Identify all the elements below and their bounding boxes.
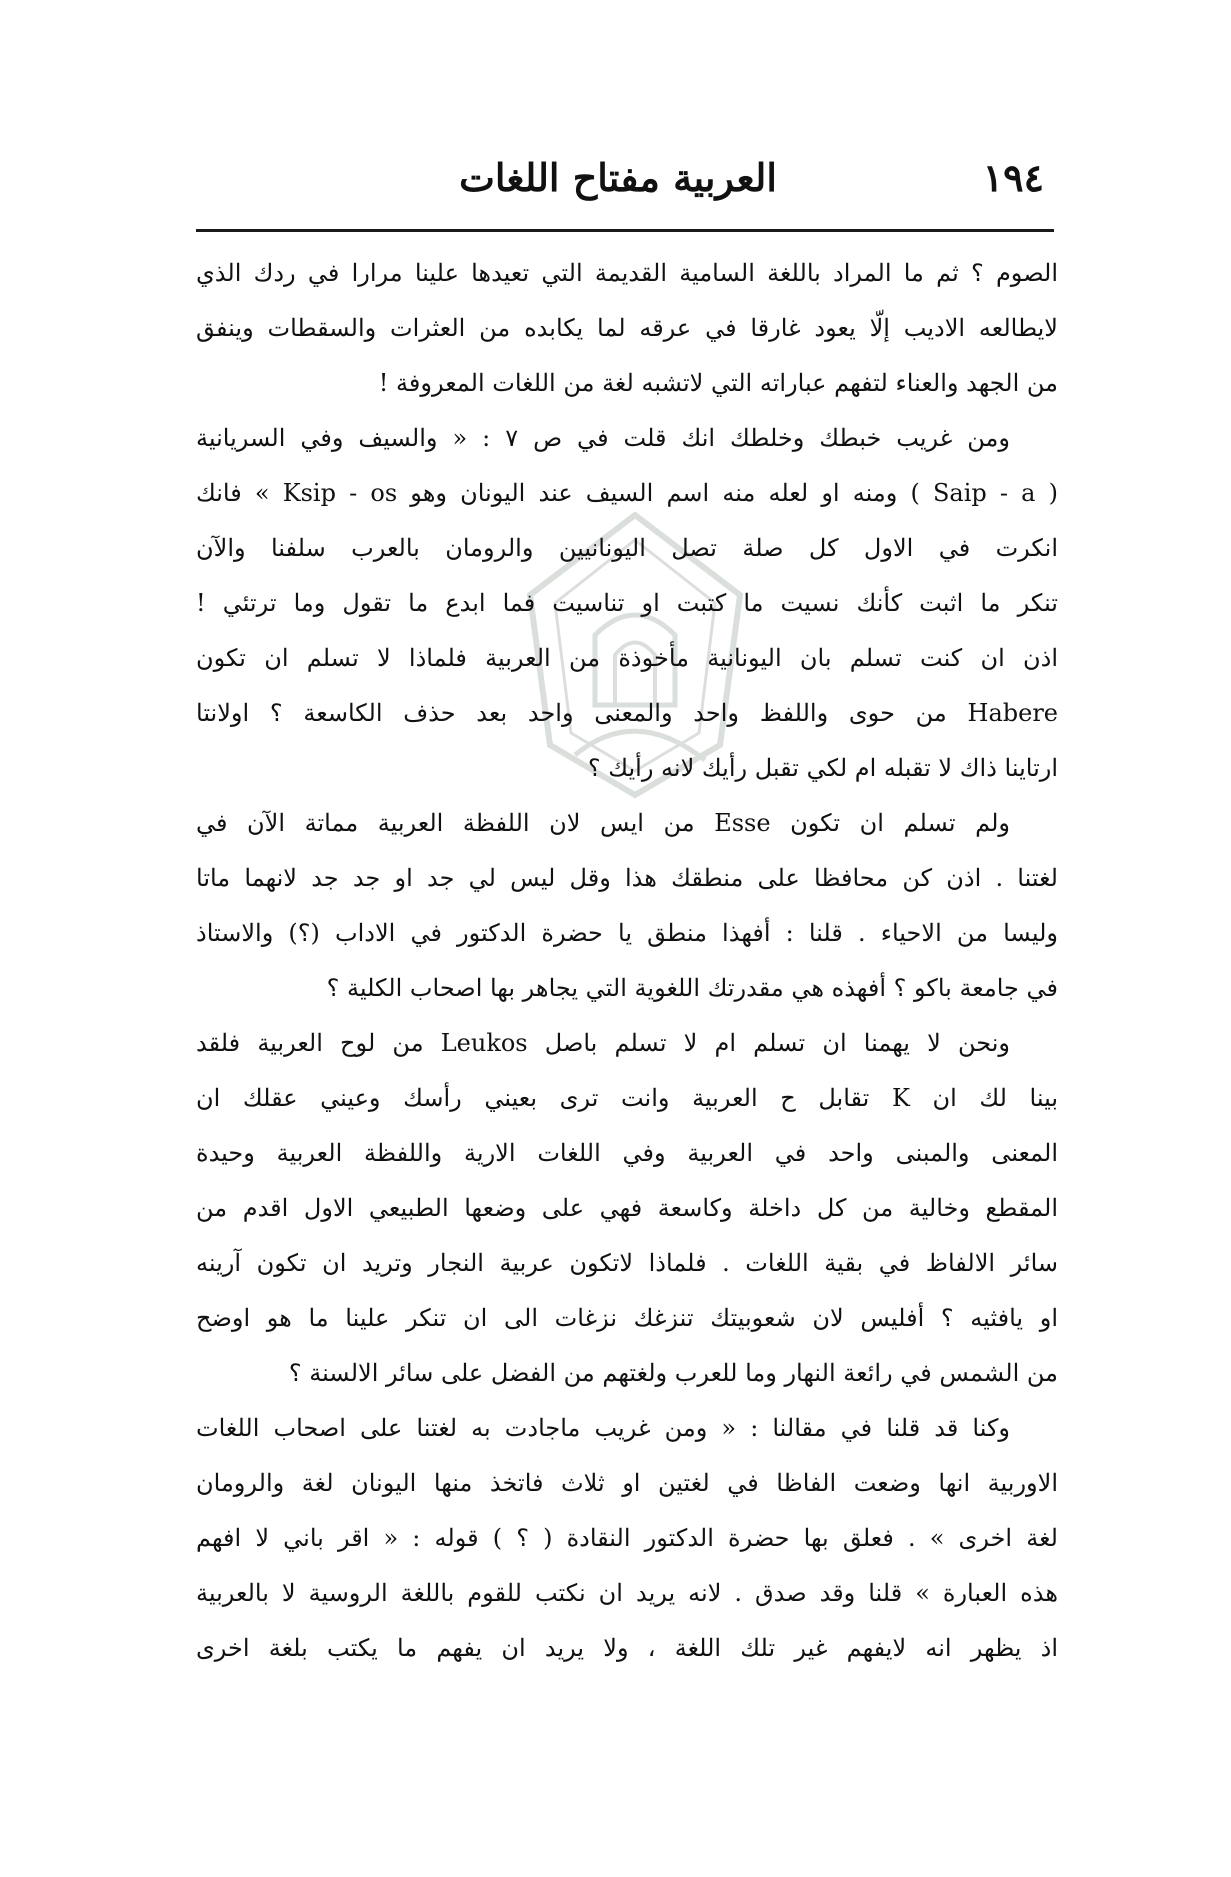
text-line: ومن غريب خبطك وخلطك انك قلت في ص ٧ : « والسيف وفي السريانية: [196, 424, 1010, 452]
page-header: [198, 155, 1044, 225]
text-line: ونحن لا يهمنا ان تسلم ام لا تسلم باصل Leukos من لوح العربية فلقد: [196, 1029, 1011, 1057]
text-line: الاوربية انها وضعت الفاظا في لغتين او ثلاث فاتخذ منها اليونان لغة والرومان: [196, 1469, 1058, 1497]
text-line: بينا لك ان K تقابل ح العربية وانت ترى بعيني رأسك وعيني عقلك ان: [196, 1084, 1058, 1112]
text-line: في جامعة باكو ؟ أفهذه هي مقدرتك اللغوية التي يجاهر بها اصحاب الكلية ؟: [326, 974, 1058, 1002]
text-line: من الجهد والعناء لتفهم عباراته التي لاتشبه لغة من اللغات المعروفة !: [378, 369, 1058, 397]
text-line: اذن ان كنت تسلم بان اليونانية مأخوذة من العربية فلماذا لا تسلم ان تكون: [196, 644, 1058, 672]
text-line: المقطع وخالية من كل داخلة وكاسعة فهي على وضعها الطبيعي الاول اقدم من: [196, 1194, 1058, 1222]
text-line: اذ يظهر انه لايفهم غير تلك اللغة ، ولا يريد ان يفهم ما يكتب بلغة اخرى: [196, 1634, 1058, 1662]
text-line: وكنا قد قلنا في مقالنا : « ومن غريب ماجادت به لغتنا على اصحاب اللغات: [196, 1414, 1010, 1442]
page-number: ١٩٤: [982, 155, 1044, 200]
text-line: لغتنا . اذن كن محافظا على منطقك هذا وقل ليس لي جد او جد جد لانهما ماتا: [196, 864, 1058, 892]
text-line: وليسا من الاحياء . قلنا : أفهذا منطق يا حضرة الدكتور في الاداب (؟) والاستاذ: [196, 919, 1058, 947]
body-text: [196, 246, 1058, 1676]
text-line: Habere من حوى واللفظ واحد والمعنى واحد بعد حذف الكاسعة ؟ اولانتا: [196, 699, 1058, 727]
header-rule: [196, 229, 1054, 232]
text-line: تنكر ما اثبت كأنك نسيت ما كتبت او تناسيت فما ابدع ما تقول وما ترتئي !: [196, 589, 1058, 617]
running-title: العربية مفتاح اللغات: [459, 155, 777, 200]
text-line: او يافثيه ؟ أفليس لان شعوبيتك تنزغك نزغات الى ان تنكر علينا ما هو اوضح: [196, 1304, 1058, 1332]
text-line: هذه العبارة » قلنا وقد صدق . لانه يريد ان نكتب للقوم باللغة الروسية لا بالعربية: [196, 1579, 1058, 1607]
text-line: سائر الالفاظ في بقية اللغات . فلماذا لاتكون عربية النجار وتريد ان تكون آرينه: [196, 1249, 1058, 1277]
text-line: ( Saip - a ) ومنه او لعله منه اسم السيف عند اليونان وهو Ksip - os » فانك: [196, 479, 1058, 507]
text-line: الصوم ؟ ثم ما المراد باللغة السامية القديمة التي تعيدها علينا مرارا في ردك الذي: [196, 259, 1058, 287]
text-line: من الشمس في رائعة النهار وما للعرب ولغتهم من الفضل على سائر الالسنة ؟: [288, 1359, 1058, 1387]
text-line: لايطالعه الاديب إلّا يعود غارقا في عرقه لما يكابده من العثرات والسقطات وينفق: [196, 314, 1058, 342]
text-line: المعنى والمبنى واحد في العربية وفي اللغات الارية واللفظة العربية وحيدة: [196, 1139, 1058, 1167]
text-line: ارتاينا ذاك لا تقبله ام لكي تقبل رأيك لانه رأيك ؟: [587, 754, 1058, 782]
text-line: انكرت في الاول كل صلة تصل اليونانيين والرومان بالعرب سلفنا والآن: [196, 534, 1058, 562]
text-line: ولم تسلم ان تكون Esse من ايس لان اللفظة العربية مماتة الآن في: [196, 809, 1010, 837]
text-line: لغة اخرى » . فعلق بها حضرة الدكتور النقادة ( ؟ ) قوله : « اقر باني لا افهم: [196, 1524, 1058, 1552]
